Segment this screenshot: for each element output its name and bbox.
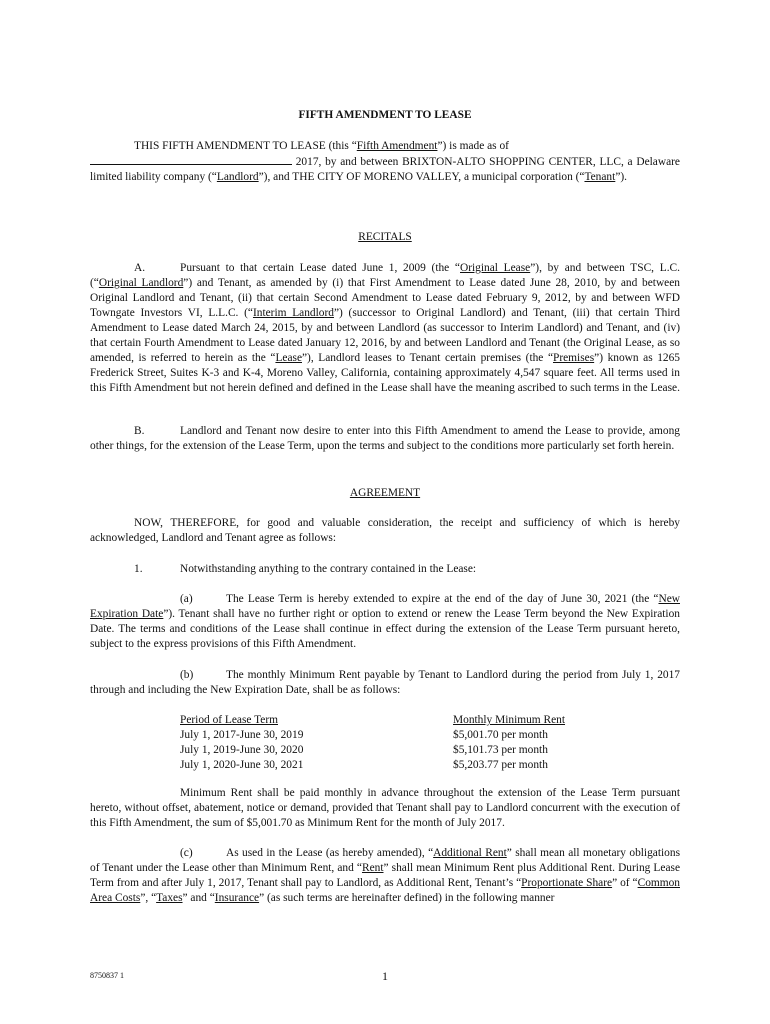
- date-blank-line: [90, 154, 292, 165]
- defined-term: New Expiration Date: [90, 593, 680, 620]
- recital-text: Landlord and Tenant now desire to enter into this Fifth Amendment to amend the Lease to provide, among other things, for the extension of the Lease Term, upon the terms and subject to the conditions more particularly set forth herein.: [90, 425, 680, 452]
- defined-term: Proportionate Share: [521, 877, 613, 889]
- page-number: 1: [382, 969, 388, 983]
- subsection-text: ” shall mean all monetary obligations of Tenant under the Lease other than Minimum Rent, and “: [90, 847, 681, 874]
- subsection-text: ” of “: [612, 877, 638, 889]
- table-header-row: [180, 713, 600, 728]
- intro-paragraph: [90, 139, 680, 185]
- minimum-rent-paragraph: [90, 786, 680, 831]
- subsection-text: ” and “: [182, 892, 215, 904]
- recital-text: Pursuant to that certain Lease dated June 1, 2009 (the “: [180, 262, 460, 274]
- table-row: [180, 728, 600, 743]
- recital-text: ”) (successor to Original Landlord) and Tenant, (iii) that certain Third Amendment to Lease dated March 24, 2015, by and between Landlord (as successor to Interim Landlord) and Tenant, and (iv) that certain Fourth Amendment to Lease dated January 12, 2016, by and between Landlord and Tenant (the Original Lease, as so amended, is referred to herein as the “: [90, 307, 680, 364]
- document-id: 8750837 1: [90, 971, 124, 980]
- rent-schedule-table: [180, 713, 600, 773]
- subsection-c: [90, 846, 680, 906]
- subsection-a: [90, 592, 680, 652]
- defined-term: Premises: [553, 352, 595, 364]
- subsection-label: (a): [180, 593, 193, 605]
- defined-term: Interim Landlord: [252, 307, 334, 319]
- recital-label: A.: [134, 262, 146, 274]
- table-row: [180, 743, 600, 758]
- subsection-text: ”, “: [140, 892, 157, 904]
- recital-b: [90, 424, 680, 454]
- table-row: [180, 758, 600, 773]
- table-cell: July 1, 2020-June 30, 2021: [180, 759, 304, 771]
- paragraph-text: Minimum Rent shall be paid monthly in advance throughout the extension of the Lease Term pursuant hereto, without offset, abatement, notice or demand, provided that Tenant shall pay to Landlord concurrent with the execution of this Fifth Amendment, the sum of $5,001.70 as Minimum Rent for the month of July 2017.: [90, 787, 680, 829]
- intro-text: 2017, by and between BRIXTON-ALTO SHOPPING CENTER, LLC, a Delaware limited liability company (“: [90, 156, 680, 183]
- defined-term: Original Lease: [460, 262, 531, 274]
- table-header: Monthly Minimum Rent: [453, 714, 566, 726]
- recital-text: ”) known as 1265 Frederick Street, Suites K-3 and K-4, Moreno Valley, California, containing approximately 4,547 square feet. All terms used in this Fifth Amendment but not herein defined and defined in the Lease shall have the meaning ascribed to such terms in the Lease.: [90, 352, 681, 394]
- subsection-text: The Lease Term is hereby extended to expire at the end of the day of June 30, 2021 (the “: [226, 593, 659, 605]
- recital-a: [90, 261, 680, 396]
- defined-term: Landlord: [216, 171, 259, 183]
- subsection-text: ” (as such terms are hereinafter defined) in the following manner: [259, 892, 555, 904]
- subsection-label: (b): [180, 669, 194, 681]
- intro-text: ”) is made as of: [437, 140, 509, 152]
- subsection-b: [90, 668, 680, 698]
- defined-term: Additional Rent: [433, 847, 507, 859]
- subsection-text: As used in the Lease (as hereby amended), “: [226, 847, 434, 859]
- recital-text: ”), Landlord leases to Tenant certain premises (the “: [302, 352, 553, 364]
- table-cell: July 1, 2019-June 30, 2020: [180, 744, 304, 756]
- defined-term: Original Landlord: [98, 277, 184, 289]
- intro-text: ”).: [615, 171, 628, 183]
- defined-term: Common Area Costs: [90, 877, 680, 904]
- subsection-text: ” shall mean Minimum Rent plus Additional Rent. During Lease Term from and after July 1, 2017, Tenant shall pay to Landlord, as Additional Rent, Tenant’s “: [90, 862, 680, 889]
- table-cell: $5,101.73 per month: [453, 744, 548, 756]
- table-header: Period of Lease Term: [180, 714, 278, 726]
- defined-term: Fifth Amendment: [356, 140, 438, 152]
- intro-text: ”), and THE CITY OF MORENO VALLEY, a municipal corporation (“: [258, 171, 585, 183]
- recital-label: B.: [134, 425, 145, 437]
- defined-term: Tenant: [584, 171, 616, 183]
- table-cell: $5,203.77 per month: [453, 759, 548, 771]
- agreement-heading: AGREEMENT: [349, 487, 421, 499]
- subsection-label: (c): [180, 847, 193, 859]
- paragraph-text: NOW, THEREFORE, for good and valuable consideration, the receipt and sufficiency of which is hereby acknowledged, Landlord and Tenant agree as follows:: [90, 517, 680, 544]
- section-text: Notwithstanding anything to the contrary contained in the Lease:: [180, 563, 477, 575]
- table-cell: July 1, 2017-June 30, 2019: [180, 729, 304, 741]
- recital-text: ”), by and between TSC, L.C. (“: [90, 262, 680, 289]
- table-cell: $5,001.70 per month: [453, 729, 548, 741]
- recitals-heading: RECITALS: [358, 231, 412, 243]
- recital-text: ”) and Tenant, as amended by (i) that First Amendment to Lease dated June 28, 2010, by and between Original Landlord and Tenant, (ii) that certain Second Amendment to Lease dated February 9, 2012, by and between WFD Towngate Investors VI, L.L.C. (“: [90, 277, 680, 319]
- defined-term: Rent: [361, 862, 384, 874]
- now-therefore-paragraph: [90, 516, 680, 546]
- defined-term: Insurance: [214, 892, 260, 904]
- defined-term: Taxes: [156, 892, 183, 904]
- defined-term: Lease: [275, 352, 302, 364]
- section-label: 1.: [134, 563, 143, 575]
- document-title: FIFTH AMENDMENT TO LEASE: [298, 109, 472, 121]
- subsection-text: ”). Tenant shall have no further right or option to extend or renew the Lease Term beyond the New Expiration Date. The terms and conditions of the Lease shall continue in effect during the extension of the Lease Term pursuant hereto, subject to the express provisions of this Fifth Amendment.: [90, 608, 680, 650]
- intro-text: THIS FIFTH AMENDMENT TO LEASE (this “: [134, 140, 357, 152]
- section-1: [90, 562, 680, 577]
- subsection-text: The monthly Minimum Rent payable by Tenant to Landlord during the period from July 1, 2017 through and including the New Expiration Date, shall be as follows:: [90, 669, 680, 696]
